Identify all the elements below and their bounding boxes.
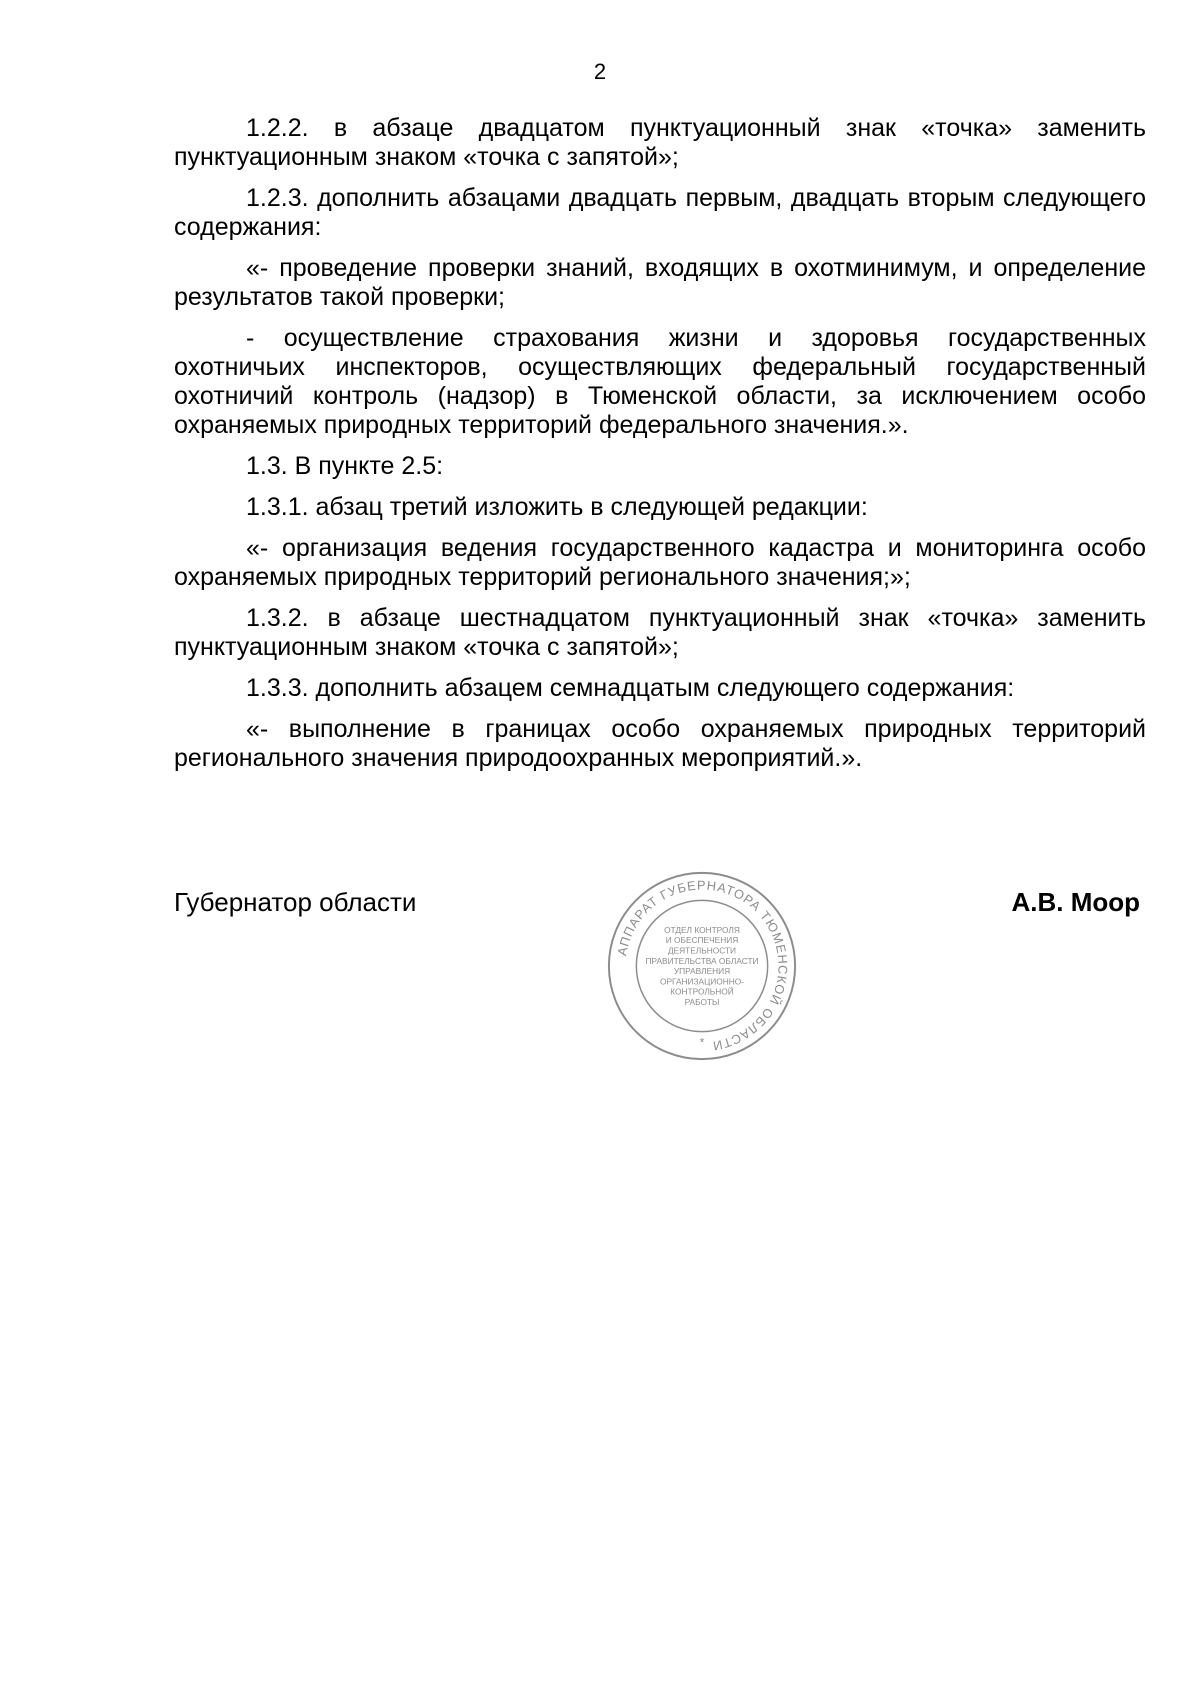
paragraph-1-3: 1.3. В пункте 2.5: [246,452,444,480]
seal-outer-text: АППАРАТ ГУБЕРНАТОРА ТЮМЕНСКОЙ ОБЛАСТИ [614,877,791,1054]
paragraph-1-3-1: 1.3.1. абзац третий изложить в следующей редакции: [246,493,868,521]
seal-star-mark: * [699,1036,705,1050]
paragraph-1-2-2: 1.2.2. в абзаце двадцатом пунктуационный знак «точка» заменить пунктуационным знаком «точка с запятой»; [174,114,1146,171]
paragraph-1-3-3: 1.3.3. дополнить абзацем семнадцатым следующего содержания: [246,674,1015,702]
official-seal-stamp [604,868,800,1064]
seal-inner-line: ОРГАНИЗАЦИОННО- [659,976,745,987]
paragraph-1-3-2: 1.3.2. в абзаце шестнадцатом пунктуационный знак «точка» заменить пунктуационным знаком «точка с запятой»; [174,604,1146,661]
seal-inner-line: РАБОТЫ [684,996,720,1007]
paragraph-cadastre: «- организация ведения государственного кадастра и мониторинга особо охраняемых природных территорий регионального значения;»; [174,534,1146,591]
paragraph-insurance: - осуществление страхования жизни и здоровья государственных охотничьих инспекторов, осуществляющих федеральный государственный охотничий контроль (надзор) в Тюменской области, за исключением особо охраняемых природных территорий федерального значения.». [174,324,1146,439]
seal-inner-line: И ОБЕСПЕЧЕНИЯ [665,935,739,946]
paragraph-hunting-minimum: «- проведение проверки знаний, входящих в охотминимум, и определение результатов такой проверки; [174,254,1146,311]
signatory-name: А.В. Моор [1011,887,1140,917]
seal-inner-line: ПРАВИТЕЛЬСТВА ОБЛАСТИ [645,955,759,966]
seal-inner-line: ДЕЯТЕЛЬНОСТИ [667,945,737,956]
seal-inner-line: ОТДЕЛ КОНТРОЛЯ [664,924,740,935]
document-body [174,114,1146,785]
seal-inner-text [645,925,758,1007]
seal-inner-line: УПРАВЛЕНИЯ [673,966,731,977]
seal-inner-line: КОНТРОЛЬНОЙ [670,986,734,997]
page-number: 2 [593,59,607,84]
paragraph-1-2-3: 1.2.3. дополнить абзацами двадцать первым, двадцать вторым следующего содержания: [174,184,1146,241]
signatory-position: Губернатор области [174,887,417,917]
paragraph-conservation: «- выполнение в границах особо охраняемых природных территорий регионального значения природоохранных мероприятий.». [174,715,1146,772]
